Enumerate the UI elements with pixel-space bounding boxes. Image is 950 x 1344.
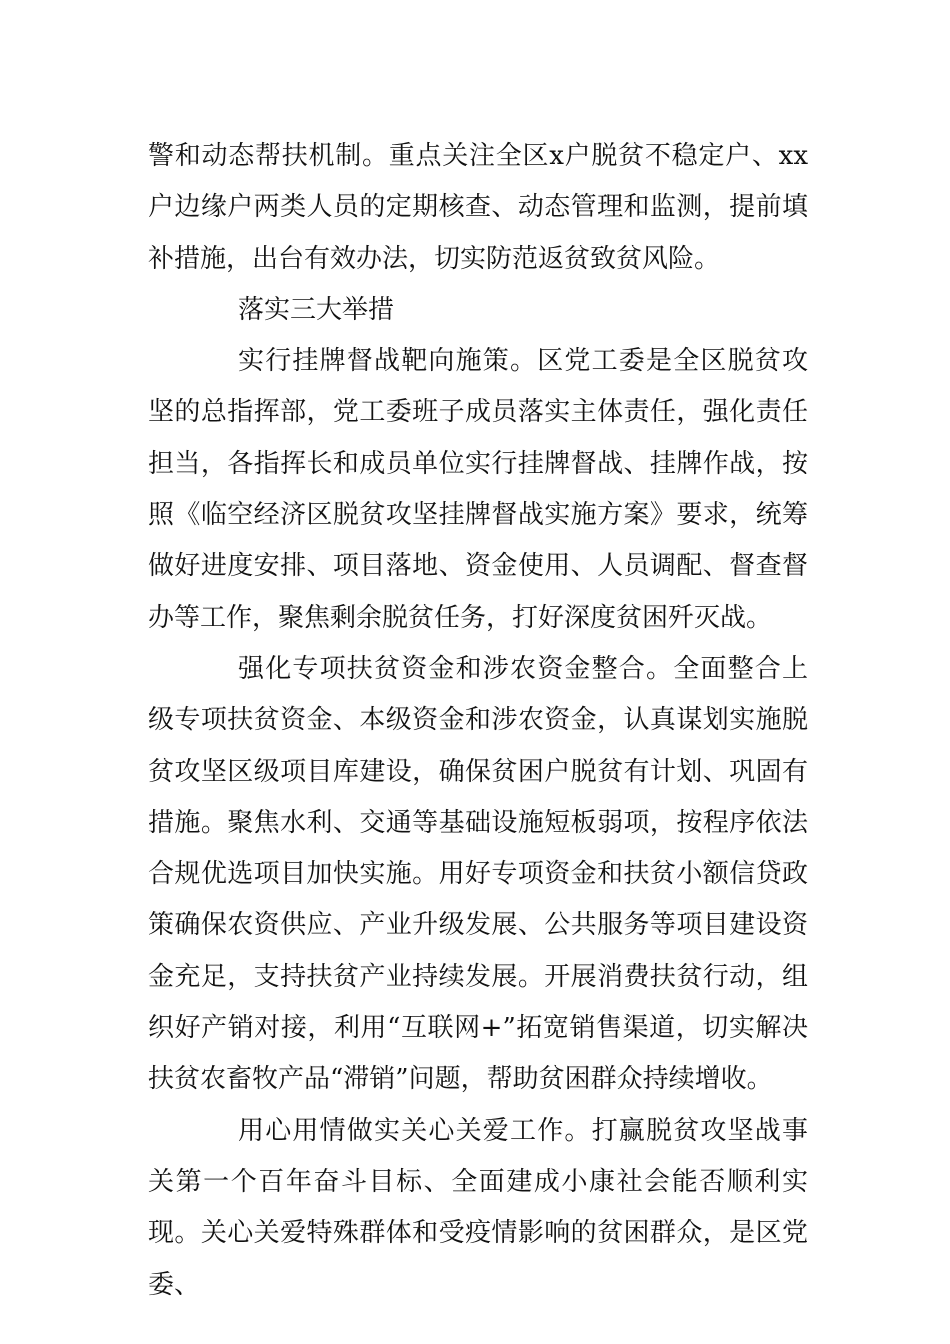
paragraph-care-work: 用心用情做实关心关爱工作。打赢脱贫攻坚战事关第一个百年奋斗目标、全面建成小康社会能否顺利实现。关心关爱特殊群体和受疫情影响的贫困群众，是区党委、: [148, 1115, 808, 1300]
body-text: [148, 131, 808, 1311]
paragraph-listing-supervision: 实行挂牌督战靶向施策。区党工委是全区脱贫攻坚的总指挥部，党工委班子成员落实主体责任，强化责任担当，各指挥长和成员单位实行挂牌督战、挂牌作战，按照《临空经济区脱贫攻坚挂牌督战实施方案》要求，统筹做好进度安排、项目落地、资金使用、人员调配、督查督办等工作，聚焦剩余脱贫任务，打好深度贫困歼灭战。: [148, 346, 808, 633]
paragraph-continuation: 警和动态帮扶机制。重点关注全区x户脱贫不稳定户、xx户边缘户两类人员的定期核查、动态管理和监测，提前填补措施，出台有效办法，切实防范返贫致贫风险。: [148, 141, 808, 274]
paragraph-fund-integration: 强化专项扶贫资金和涉农资金整合。全面整合上级专项扶贫资金、本级资金和涉农资金，认真谋划实施脱贫攻坚区级项目库建设，确保贫困户脱贫有计划、巩固有措施。聚焦水利、交通等基础设施短板弱项，按程序依法合规优选项目加快实施。用好专项资金和扶贫小额信贷政策确保农资供应、产业升级发展、公共服务等项目建设资金充足，支持扶贫产业持续发展。开展消费扶贫行动，组织好产销对接，利用“互联网+”拓宽销售渠道，切实解决扶贫农畜牧产品“滞销”问题，帮助贫困群众持续增收。: [148, 653, 808, 1095]
section-heading: 落实三大举措: [238, 294, 395, 325]
